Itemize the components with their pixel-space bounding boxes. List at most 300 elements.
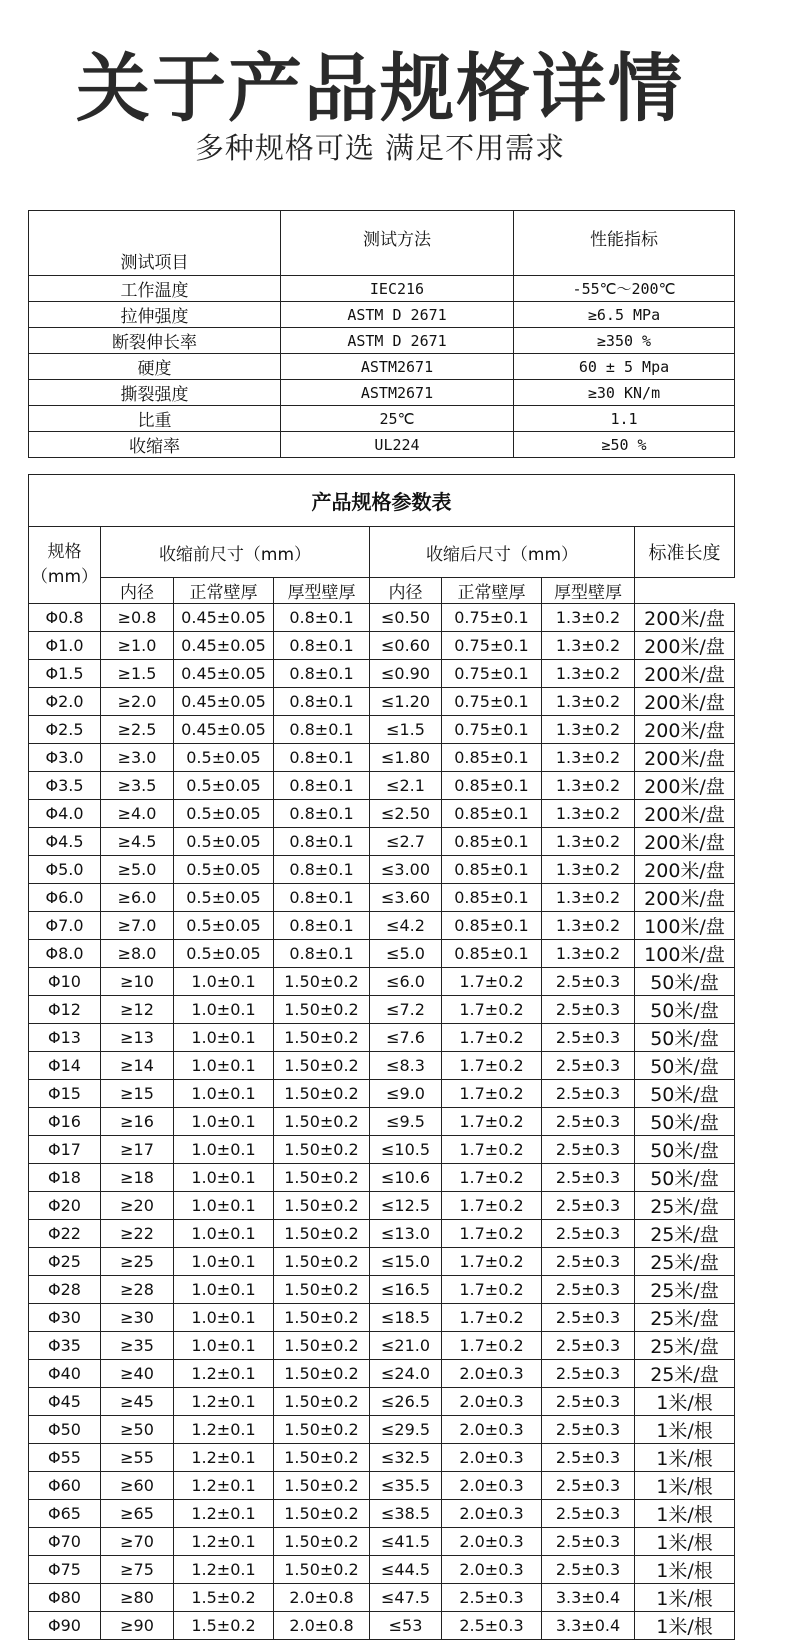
after-inner-cell: ≤13.0 [370,1220,442,1248]
before-thick-wall-cell: 0.8±0.1 [274,912,370,940]
after-inner-cell: ≤3.00 [370,856,442,884]
after-inner-cell: ≤0.50 [370,604,442,632]
spec-table-subheader-row [29,578,735,604]
after-thick-wall-cell: 1.3±0.2 [542,744,635,772]
sub-before-normal: 正常壁厚 [174,578,274,604]
test-table-row [29,380,735,406]
after-normal-wall-cell: 0.85±0.1 [442,884,542,912]
spec-cell: Φ40 [29,1360,101,1388]
spec-table-row [29,660,735,688]
header-spec: 规格 （mm） [29,527,101,604]
spec-table-row [29,856,735,884]
before-normal-wall-cell: 1.2±0.1 [174,1472,274,1500]
before-normal-wall-cell: 0.5±0.05 [174,884,274,912]
before-thick-wall-cell: 0.8±0.1 [274,828,370,856]
spec-cell: Φ1.5 [29,660,101,688]
spec-cell: Φ2.0 [29,688,101,716]
after-thick-wall-cell: 1.3±0.2 [542,604,635,632]
before-normal-wall-cell: 1.0±0.1 [174,1052,274,1080]
after-normal-wall-cell: 1.7±0.2 [442,1304,542,1332]
before-thick-wall-cell: 1.50±0.2 [274,1136,370,1164]
test-item-cell: 硬度 [29,354,281,380]
before-inner-cell: ≥45 [101,1388,174,1416]
after-normal-wall-cell: 1.7±0.2 [442,1192,542,1220]
before-normal-wall-cell: 1.0±0.1 [174,1164,274,1192]
test-value-cell: -55℃～200℃ [514,276,735,302]
spec-table-caption-row [29,475,735,527]
before-thick-wall-cell: 1.50±0.2 [274,1248,370,1276]
length-cell: 200米/盘 [635,856,735,884]
spec-table-row [29,1500,735,1528]
after-inner-cell: ≤2.50 [370,800,442,828]
after-normal-wall-cell: 1.7±0.2 [442,1276,542,1304]
before-normal-wall-cell: 1.0±0.1 [174,1080,274,1108]
after-inner-cell: ≤12.5 [370,1192,442,1220]
spec-table-row [29,688,735,716]
test-item-cell: 拉伸强度 [29,302,281,328]
before-inner-cell: ≥30 [101,1304,174,1332]
before-inner-cell: ≥8.0 [101,940,174,968]
before-normal-wall-cell: 1.2±0.1 [174,1360,274,1388]
after-thick-wall-cell: 2.5±0.3 [542,1416,635,1444]
spec-table-row [29,940,735,968]
after-inner-cell: ≤10.6 [370,1164,442,1192]
after-inner-cell: ≤4.2 [370,912,442,940]
after-normal-wall-cell: 1.7±0.2 [442,1136,542,1164]
after-thick-wall-cell: 1.3±0.2 [542,688,635,716]
length-cell: 200米/盘 [635,772,735,800]
spec-table-row [29,1472,735,1500]
after-thick-wall-cell: 2.5±0.3 [542,1528,635,1556]
spec-table-row [29,1584,735,1612]
before-thick-wall-cell: 1.50±0.2 [274,1360,370,1388]
after-thick-wall-cell: 2.5±0.3 [542,1052,635,1080]
after-normal-wall-cell: 0.75±0.1 [442,660,542,688]
after-thick-wall-cell: 2.5±0.3 [542,1332,635,1360]
after-thick-wall-cell: 2.5±0.3 [542,1136,635,1164]
after-normal-wall-cell: 0.85±0.1 [442,828,542,856]
spec-cell: Φ22 [29,1220,101,1248]
before-thick-wall-cell: 1.50±0.2 [274,1556,370,1584]
spec-table-row [29,1304,735,1332]
before-inner-cell: ≥3.5 [101,772,174,800]
header-test-item: 测试项目 [29,211,281,276]
before-inner-cell: ≥14 [101,1052,174,1080]
after-normal-wall-cell: 1.7±0.2 [442,1248,542,1276]
before-thick-wall-cell: 0.8±0.1 [274,632,370,660]
before-inner-cell: ≥70 [101,1528,174,1556]
length-cell: 200米/盘 [635,632,735,660]
after-inner-cell: ≤41.5 [370,1528,442,1556]
before-thick-wall-cell: 0.8±0.1 [274,884,370,912]
after-normal-wall-cell: 2.0±0.3 [442,1528,542,1556]
after-thick-wall-cell: 2.5±0.3 [542,1276,635,1304]
before-thick-wall-cell: 1.50±0.2 [274,1416,370,1444]
length-cell: 50米/盘 [635,1136,735,1164]
after-inner-cell: ≤15.0 [370,1248,442,1276]
after-normal-wall-cell: 0.75±0.1 [442,604,542,632]
before-inner-cell: ≥0.8 [101,604,174,632]
test-item-cell: 收缩率 [29,432,281,458]
before-normal-wall-cell: 0.5±0.05 [174,772,274,800]
test-method-cell: ASTM2671 [281,354,514,380]
spec-cell: Φ7.0 [29,912,101,940]
spec-cell: Φ1.0 [29,632,101,660]
spec-table-row [29,1528,735,1556]
after-normal-wall-cell: 2.5±0.3 [442,1584,542,1612]
length-cell: 1米/根 [635,1472,735,1500]
after-inner-cell: ≤44.5 [370,1556,442,1584]
spec-cell: Φ4.5 [29,828,101,856]
after-inner-cell: ≤7.6 [370,1024,442,1052]
sub-after-inner: 内径 [370,578,442,604]
after-inner-cell: ≤24.0 [370,1360,442,1388]
length-cell: 25米/盘 [635,1360,735,1388]
after-normal-wall-cell: 2.0±0.3 [442,1556,542,1584]
before-normal-wall-cell: 1.2±0.1 [174,1528,274,1556]
after-inner-cell: ≤21.0 [370,1332,442,1360]
spec-cell: Φ12 [29,996,101,1024]
before-normal-wall-cell: 0.5±0.05 [174,744,274,772]
length-cell: 25米/盘 [635,1276,735,1304]
before-inner-cell: ≥10 [101,968,174,996]
before-inner-cell: ≥25 [101,1248,174,1276]
after-thick-wall-cell: 1.3±0.2 [542,884,635,912]
spec-cell: Φ35 [29,1332,101,1360]
before-inner-cell: ≥22 [101,1220,174,1248]
before-normal-wall-cell: 1.2±0.1 [174,1388,274,1416]
spec-cell: Φ2.5 [29,716,101,744]
after-normal-wall-cell: 2.0±0.3 [442,1500,542,1528]
before-thick-wall-cell: 0.8±0.1 [274,604,370,632]
before-normal-wall-cell: 1.0±0.1 [174,968,274,996]
spec-cell: Φ20 [29,1192,101,1220]
after-inner-cell: ≤9.5 [370,1108,442,1136]
length-cell: 25米/盘 [635,1304,735,1332]
before-thick-wall-cell: 1.50±0.2 [274,1304,370,1332]
after-inner-cell: ≤18.5 [370,1304,442,1332]
before-inner-cell: ≥55 [101,1444,174,1472]
after-normal-wall-cell: 2.0±0.3 [442,1360,542,1388]
spec-table-row [29,1360,735,1388]
before-normal-wall-cell: 0.45±0.05 [174,688,274,716]
test-item-cell: 断裂伸长率 [29,328,281,354]
spec-table-row [29,1108,735,1136]
before-normal-wall-cell: 0.5±0.05 [174,856,274,884]
spec-table-row [29,800,735,828]
spec-table-header-row [29,527,735,578]
before-normal-wall-cell: 0.45±0.05 [174,604,274,632]
length-cell: 50米/盘 [635,1164,735,1192]
after-normal-wall-cell: 1.7±0.2 [442,996,542,1024]
length-cell: 100米/盘 [635,912,735,940]
test-method-cell: ASTM2671 [281,380,514,406]
before-inner-cell: ≥6.0 [101,884,174,912]
after-inner-cell: ≤35.5 [370,1472,442,1500]
before-inner-cell: ≥75 [101,1556,174,1584]
before-inner-cell: ≥1.0 [101,632,174,660]
spec-table-row [29,1192,735,1220]
test-properties-table [28,210,735,458]
after-thick-wall-cell: 1.3±0.2 [542,940,635,968]
spec-table-row [29,1220,735,1248]
spec-cell: Φ90 [29,1612,101,1640]
length-cell: 200米/盘 [635,688,735,716]
after-normal-wall-cell: 1.7±0.2 [442,1080,542,1108]
before-inner-cell: ≥5.0 [101,856,174,884]
length-cell: 200米/盘 [635,800,735,828]
before-inner-cell: ≥20 [101,1192,174,1220]
before-thick-wall-cell: 2.0±0.8 [274,1584,370,1612]
before-thick-wall-cell: 1.50±0.2 [274,1164,370,1192]
before-inner-cell: ≥1.5 [101,660,174,688]
spec-table-row [29,968,735,996]
after-inner-cell: ≤1.20 [370,688,442,716]
after-inner-cell: ≤6.0 [370,968,442,996]
length-cell: 1米/根 [635,1528,735,1556]
before-inner-cell: ≥2.0 [101,688,174,716]
before-normal-wall-cell: 0.45±0.05 [174,716,274,744]
before-inner-cell: ≥17 [101,1136,174,1164]
before-normal-wall-cell: 1.0±0.1 [174,1024,274,1052]
length-cell: 200米/盘 [635,604,735,632]
before-thick-wall-cell: 1.50±0.2 [274,1108,370,1136]
after-thick-wall-cell: 3.3±0.4 [542,1612,635,1640]
after-normal-wall-cell: 0.75±0.1 [442,688,542,716]
test-item-cell: 比重 [29,406,281,432]
before-inner-cell: ≥4.0 [101,800,174,828]
spec-table-row [29,1136,735,1164]
before-thick-wall-cell: 0.8±0.1 [274,856,370,884]
after-normal-wall-cell: 1.7±0.2 [442,968,542,996]
after-inner-cell: ≤7.2 [370,996,442,1024]
test-method-cell: 25℃ [281,406,514,432]
spec-table-row [29,1276,735,1304]
spec-cell: Φ70 [29,1528,101,1556]
after-thick-wall-cell: 2.5±0.3 [542,1248,635,1276]
before-normal-wall-cell: 1.0±0.1 [174,1108,274,1136]
before-thick-wall-cell: 1.50±0.2 [274,1500,370,1528]
before-normal-wall-cell: 1.0±0.1 [174,1136,274,1164]
after-normal-wall-cell: 0.85±0.1 [442,912,542,940]
after-thick-wall-cell: 1.3±0.2 [542,856,635,884]
length-cell: 50米/盘 [635,1052,735,1080]
before-inner-cell: ≥65 [101,1500,174,1528]
test-value-cell: ≥350 % [514,328,735,354]
test-method-cell: ASTM D 2671 [281,328,514,354]
before-normal-wall-cell: 1.2±0.1 [174,1500,274,1528]
sub-before-inner: 内径 [101,578,174,604]
before-thick-wall-cell: 1.50±0.2 [274,1528,370,1556]
spec-table-row [29,632,735,660]
after-inner-cell: ≤3.60 [370,884,442,912]
header-after-shrink: 收缩后尺寸（mm） [370,527,635,578]
after-normal-wall-cell: 2.5±0.3 [442,1612,542,1640]
spec-cell: Φ65 [29,1500,101,1528]
before-inner-cell: ≥50 [101,1416,174,1444]
before-thick-wall-cell: 1.50±0.2 [274,1052,370,1080]
spec-table-row [29,1416,735,1444]
after-thick-wall-cell: 1.3±0.2 [542,632,635,660]
before-thick-wall-cell: 0.8±0.1 [274,660,370,688]
before-thick-wall-cell: 1.50±0.2 [274,1444,370,1472]
spec-cell: Φ16 [29,1108,101,1136]
before-normal-wall-cell: 0.5±0.05 [174,940,274,968]
after-normal-wall-cell: 1.7±0.2 [442,1052,542,1080]
before-normal-wall-cell: 0.5±0.05 [174,800,274,828]
before-thick-wall-cell: 1.50±0.2 [274,968,370,996]
after-thick-wall-cell: 2.5±0.3 [542,1472,635,1500]
test-value-cell: ≥50 % [514,432,735,458]
after-normal-wall-cell: 0.85±0.1 [442,800,542,828]
length-cell: 25米/盘 [635,1332,735,1360]
before-inner-cell: ≥4.5 [101,828,174,856]
before-normal-wall-cell: 0.45±0.05 [174,660,274,688]
sub-after-normal: 正常壁厚 [442,578,542,604]
spec-table-row [29,996,735,1024]
length-cell: 1米/根 [635,1388,735,1416]
before-thick-wall-cell: 2.0±0.8 [274,1612,370,1640]
after-thick-wall-cell: 2.5±0.3 [542,1164,635,1192]
length-cell: 50米/盘 [635,1108,735,1136]
after-normal-wall-cell: 2.0±0.3 [442,1388,542,1416]
before-thick-wall-cell: 1.50±0.2 [274,1080,370,1108]
page-title: 关于产品规格详情 [76,46,684,132]
length-cell: 200米/盘 [635,884,735,912]
before-normal-wall-cell: 1.0±0.1 [174,1192,274,1220]
spec-table-row [29,772,735,800]
length-cell: 1米/根 [635,1556,735,1584]
after-normal-wall-cell: 0.85±0.1 [442,772,542,800]
before-inner-cell: ≥40 [101,1360,174,1388]
after-inner-cell: ≤2.1 [370,772,442,800]
spec-cell: Φ3.0 [29,744,101,772]
before-thick-wall-cell: 1.50±0.2 [274,1388,370,1416]
length-cell: 200米/盘 [635,660,735,688]
after-normal-wall-cell: 2.0±0.3 [442,1416,542,1444]
after-normal-wall-cell: 0.85±0.1 [442,940,542,968]
spec-cell: Φ18 [29,1164,101,1192]
test-table-row [29,276,735,302]
before-thick-wall-cell: 1.50±0.2 [274,1276,370,1304]
after-inner-cell: ≤38.5 [370,1500,442,1528]
header-performance: 性能指标 [514,211,735,276]
spec-cell: Φ17 [29,1136,101,1164]
test-method-cell: ASTM D 2671 [281,302,514,328]
test-table-row [29,328,735,354]
before-normal-wall-cell: 0.45±0.05 [174,632,274,660]
after-thick-wall-cell: 1.3±0.2 [542,772,635,800]
spec-cell: Φ55 [29,1444,101,1472]
before-thick-wall-cell: 0.8±0.1 [274,744,370,772]
before-thick-wall-cell: 1.50±0.2 [274,996,370,1024]
before-inner-cell: ≥2.5 [101,716,174,744]
spec-cell: Φ14 [29,1052,101,1080]
after-inner-cell: ≤47.5 [370,1584,442,1612]
spec-cell: Φ10 [29,968,101,996]
after-inner-cell: ≤8.3 [370,1052,442,1080]
spec-table-caption: 产品规格参数表 [29,475,735,527]
after-normal-wall-cell: 1.7±0.2 [442,1220,542,1248]
test-method-cell: IEC216 [281,276,514,302]
page-subtitle: 多种规格可选 满足不用需求 [194,131,566,165]
before-inner-cell: ≥35 [101,1332,174,1360]
spec-cell: Φ30 [29,1304,101,1332]
spec-table-row [29,912,735,940]
after-inner-cell: ≤2.7 [370,828,442,856]
test-table-row [29,432,735,458]
after-thick-wall-cell: 2.5±0.3 [542,1108,635,1136]
after-thick-wall-cell: 2.5±0.3 [542,996,635,1024]
after-thick-wall-cell: 2.5±0.3 [542,1556,635,1584]
before-thick-wall-cell: 0.8±0.1 [274,772,370,800]
after-thick-wall-cell: 2.5±0.3 [542,1024,635,1052]
spec-table-row [29,1556,735,1584]
spec-cell: Φ50 [29,1416,101,1444]
test-item-cell: 撕裂强度 [29,380,281,406]
before-thick-wall-cell: 1.50±0.2 [274,1472,370,1500]
after-inner-cell: ≤0.60 [370,632,442,660]
spec-table-row [29,1444,735,1472]
after-inner-cell: ≤10.5 [370,1136,442,1164]
spec-cell: Φ5.0 [29,856,101,884]
length-cell: 1米/根 [635,1500,735,1528]
spec-table-row [29,1024,735,1052]
before-inner-cell: ≥80 [101,1584,174,1612]
length-cell: 50米/盘 [635,1080,735,1108]
test-table-row [29,406,735,432]
after-normal-wall-cell: 2.0±0.3 [442,1444,542,1472]
before-normal-wall-cell: 0.5±0.05 [174,912,274,940]
after-normal-wall-cell: 0.85±0.1 [442,744,542,772]
spec-table-row [29,1388,735,1416]
before-thick-wall-cell: 1.50±0.2 [274,1192,370,1220]
after-normal-wall-cell: 0.75±0.1 [442,716,542,744]
spec-table-row [29,604,735,632]
after-thick-wall-cell: 2.5±0.3 [542,968,635,996]
spec-table-row [29,1052,735,1080]
length-cell: 100米/盘 [635,940,735,968]
length-cell: 200米/盘 [635,744,735,772]
length-cell: 200米/盘 [635,828,735,856]
after-thick-wall-cell: 2.5±0.3 [542,1080,635,1108]
test-method-cell: UL224 [281,432,514,458]
before-normal-wall-cell: 1.2±0.1 [174,1444,274,1472]
after-thick-wall-cell: 2.5±0.3 [542,1220,635,1248]
after-thick-wall-cell: 2.5±0.3 [542,1192,635,1220]
before-thick-wall-cell: 0.8±0.1 [274,716,370,744]
before-thick-wall-cell: 0.8±0.1 [274,940,370,968]
before-inner-cell: ≥7.0 [101,912,174,940]
header-standard-length: 标准长度 [635,527,735,578]
after-normal-wall-cell: 1.7±0.2 [442,1164,542,1192]
spec-table-row [29,828,735,856]
before-inner-cell: ≥12 [101,996,174,1024]
after-thick-wall-cell: 1.3±0.2 [542,716,635,744]
spec-cell: Φ0.8 [29,604,101,632]
after-inner-cell: ≤1.5 [370,716,442,744]
spec-table-row [29,1332,735,1360]
before-inner-cell: ≥90 [101,1612,174,1640]
before-thick-wall-cell: 0.8±0.1 [274,800,370,828]
sub-before-thick: 厚型壁厚 [274,578,370,604]
spec-table-row [29,716,735,744]
length-cell: 200米/盘 [635,716,735,744]
before-normal-wall-cell: 1.5±0.2 [174,1612,274,1640]
header-test-method: 测试方法 [281,211,514,276]
length-cell: 50米/盘 [635,996,735,1024]
before-normal-wall-cell: 1.0±0.1 [174,1220,274,1248]
